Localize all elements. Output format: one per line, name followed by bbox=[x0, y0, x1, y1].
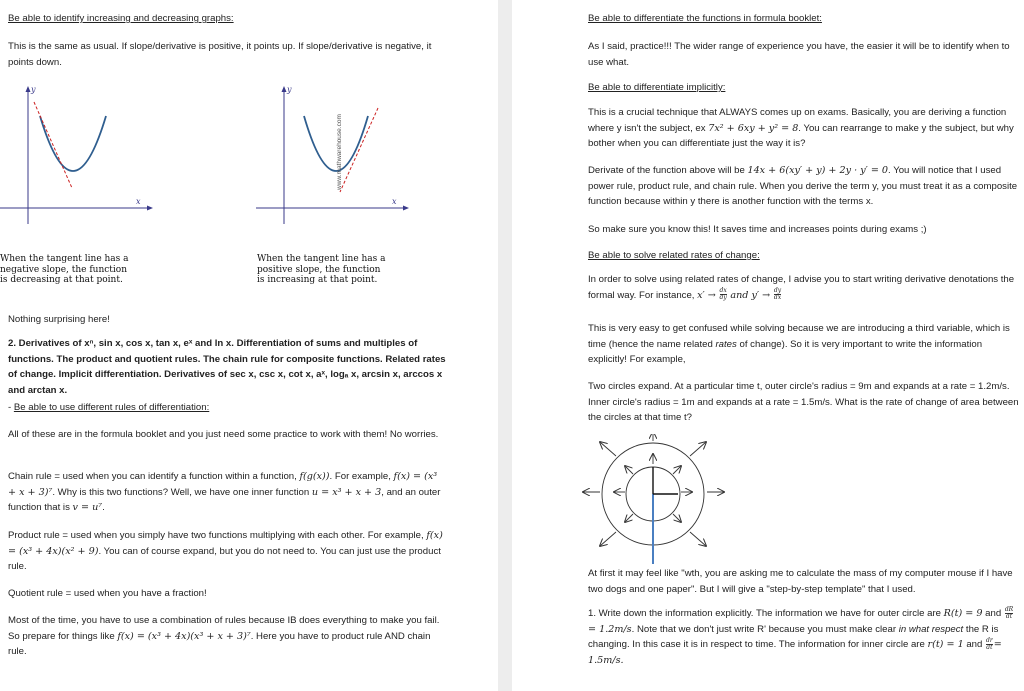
step1-paragraph bbox=[588, 606, 1020, 668]
right-page bbox=[512, 0, 1024, 691]
graph-decreasing bbox=[0, 84, 160, 226]
confused-paragraph bbox=[588, 321, 1020, 368]
implicit-paragraph bbox=[588, 105, 1020, 152]
step1-m3: r(t) = 1 bbox=[927, 639, 964, 650]
caption-increasing: When the tangent line has a positive slope, the function is increasing at that point. bbox=[257, 254, 386, 285]
step1-m2: = 1.2m/s bbox=[588, 623, 632, 635]
implicit-t1: This is a crucial technique that ALWAYS comes up on exams. Basically, you are deriving a function where y isn't the subject, ex bbox=[588, 107, 1007, 134]
step1-m1: R(t) = 9 bbox=[943, 608, 983, 619]
quotient-rule-paragraph: Quotient rule = used when you have a fraction! bbox=[8, 588, 207, 599]
derivative-m1: 14x + 6(xy′ + y) + 2y · y′ = 0 bbox=[747, 165, 889, 176]
derivative-t1: Derivate of the function above will be bbox=[588, 165, 745, 176]
derivative-t2: . You will notice that I used power rule, product rule, and chain rule. When you derive the term y, you must treat it as a composite function because within y there is another function with the terms x. bbox=[588, 165, 1018, 207]
paragraph-formula-booklet: All of these are in the formula booklet and you just need some practice to work with them! No worries. bbox=[8, 429, 439, 440]
problem-paragraph: Two circles expand. At a particular time t, outer circle's radius = 9m and expands at a rate = 1.2m/s. Inner circle's radius = 1m and expands at a rate = 1.5m/s. What is the rate of change of area between the circles at that time t? bbox=[588, 381, 1019, 423]
chain-m2: f(x) = (x³ + x + 3)⁷ bbox=[8, 471, 438, 498]
at-first-paragraph: At first it may feel like "wth, you are asking me to calculate the mass of my computer mouse if I have two dogs and one paper". But I will give a "step-by-step template" that I used. bbox=[588, 568, 1013, 595]
chain-m3: u = x³ + x + 3 bbox=[311, 486, 382, 498]
expanding-circles-diagram bbox=[566, 434, 746, 564]
heading-rules-of-differentiation: Be able to use different rules of differentiation: bbox=[13, 402, 210, 413]
step1-m4: = 1.5m/s. bbox=[588, 639, 1002, 666]
product-t2: . You can of course expand, but you do not need to. You can just use the product rule. bbox=[8, 545, 441, 572]
chain-m4: v = u⁷ bbox=[72, 502, 103, 513]
step1-frac2-num: dr bbox=[986, 636, 993, 644]
step1-frac2-den: dt bbox=[986, 643, 993, 651]
step1-t3: . Note that we don't just write R' because you must make clear bbox=[631, 623, 897, 635]
step1-frac1-den: dt bbox=[1005, 612, 1013, 620]
frac1-den: dy bbox=[719, 294, 727, 302]
step1-em1: in what respect bbox=[898, 623, 964, 635]
step1-t1: 1. Write down the information explicitly. The information we have for outer circle are bbox=[588, 608, 941, 619]
caption-decreasing: When the tangent line has a negative slope, the function is decreasing at that point. bbox=[0, 254, 129, 285]
heading-increasing-decreasing: Be able to identify increasing and decreasing graphs: bbox=[8, 13, 234, 24]
rules-heading-line bbox=[8, 400, 448, 416]
fraction-dR-dt bbox=[1005, 607, 1013, 620]
related-m1: x′ → bbox=[697, 289, 716, 301]
chain-t1: Chain rule = used when you can identify a function within a function, bbox=[8, 471, 297, 482]
implicit-m1: 7x² + 6xy + y² = 8 bbox=[708, 122, 799, 134]
confused-em1: rates bbox=[715, 338, 737, 350]
chain-rule-paragraph bbox=[8, 469, 448, 516]
frac2-num: dy bbox=[773, 287, 782, 295]
fraction-dy-dx bbox=[774, 288, 781, 301]
product-rule-paragraph bbox=[8, 528, 448, 575]
frac1-num: dx bbox=[719, 287, 727, 295]
chain-t2: . For example, bbox=[329, 471, 391, 482]
chain-t4: , and an outer function that is bbox=[8, 486, 441, 513]
syllabus-text: 2. Derivatives of xⁿ, sin x, cos x, tan x, eˣ and ln x. Differentiation of sums and multiples of functions. The product and quotient rules. The chain rule for composite functions. Related rates of change. Implicit differentiation. Derivatives of sec x, csc x, cot x, aˣ, logₐ x, arcsin x, arccos x and arctan x. bbox=[8, 338, 446, 396]
heading-implicit: Be able to differentiate implicitly: bbox=[588, 82, 726, 93]
step1-frac1-num: dR bbox=[1004, 605, 1014, 613]
bullet-dash: - bbox=[8, 402, 14, 413]
confused-t1: This is very easy to get confused while solving because we are introducing a third variable, which is time (hence the name related bbox=[588, 323, 1010, 350]
graph1-y-label: y bbox=[31, 85, 36, 94]
chain-t5: . bbox=[102, 502, 105, 513]
combo-t1: Most of the time, you have to use a combination of rules because IB does everything to make you fail. So prepare for things like bbox=[8, 615, 440, 642]
chain-t3: . Why is this two functions? Well, we have one inner function bbox=[52, 486, 310, 498]
chain-m1: f(g(x)) bbox=[299, 471, 330, 482]
step1-t4: the R is changing. In this case it is in respect to time. The information for inner circle are bbox=[588, 623, 999, 650]
related-m2: and y′ → bbox=[730, 289, 771, 301]
fraction-dr-dt bbox=[986, 638, 993, 651]
fraction-dx-dy bbox=[720, 288, 727, 301]
confused-t2: of change). So it is very important to write the information explicitly! For example, bbox=[588, 338, 983, 365]
product-t1: Product rule = used when you simply have two functions multiplying with each other. For example, bbox=[8, 530, 424, 541]
combo-m1: f(x) = (x³ + 4x)(x³ + x + 3)⁷ bbox=[117, 630, 251, 642]
step1-t5: and bbox=[966, 639, 983, 650]
frac2-den: dx bbox=[773, 294, 782, 302]
step1-t2: and bbox=[985, 608, 1002, 619]
graph1-x-label: x bbox=[136, 197, 141, 206]
graph2-x-label: x bbox=[392, 197, 397, 206]
paragraph-practice: As I said, practice!!! The wider range of experience you have, the easier it will be to identify when to use what. bbox=[588, 41, 1010, 68]
related-t1: In order to solve using related rates of change, I advise you to start writing derivative denotations the formal way. For instance, bbox=[588, 274, 1015, 301]
graph2-y-label: y bbox=[287, 85, 292, 94]
paragraph-make-sure: So make sure you know this! It saves time and increases points during exams ;) bbox=[588, 224, 927, 235]
left-page bbox=[0, 0, 498, 691]
related-rates-paragraph bbox=[588, 272, 1018, 303]
combination-paragraph bbox=[8, 613, 448, 660]
derivative-paragraph bbox=[588, 163, 1020, 210]
product-m1: f(x) = (x³ + 4x)(x² + 9) bbox=[8, 530, 443, 557]
implicit-t2: . You can rearrange to make y the subject, but why bother when you can differentiate just the way it is? bbox=[588, 122, 1014, 149]
heading-related-rates: Be able to solve related rates of change: bbox=[588, 250, 760, 261]
nothing-surprising: Nothing surprising here! bbox=[8, 314, 110, 325]
paragraph-slope: This is the same as usual. If slope/derivative is positive, it points up. If slope/derivative is negative, it points down. bbox=[8, 41, 432, 68]
watermark: www.mathwarehouse.com bbox=[336, 114, 343, 190]
combo-t2: . Here you have to product rule AND chain rule. bbox=[8, 630, 431, 657]
heading-formula-booklet: Be able to differentiate the functions in formula booklet: bbox=[588, 13, 822, 24]
